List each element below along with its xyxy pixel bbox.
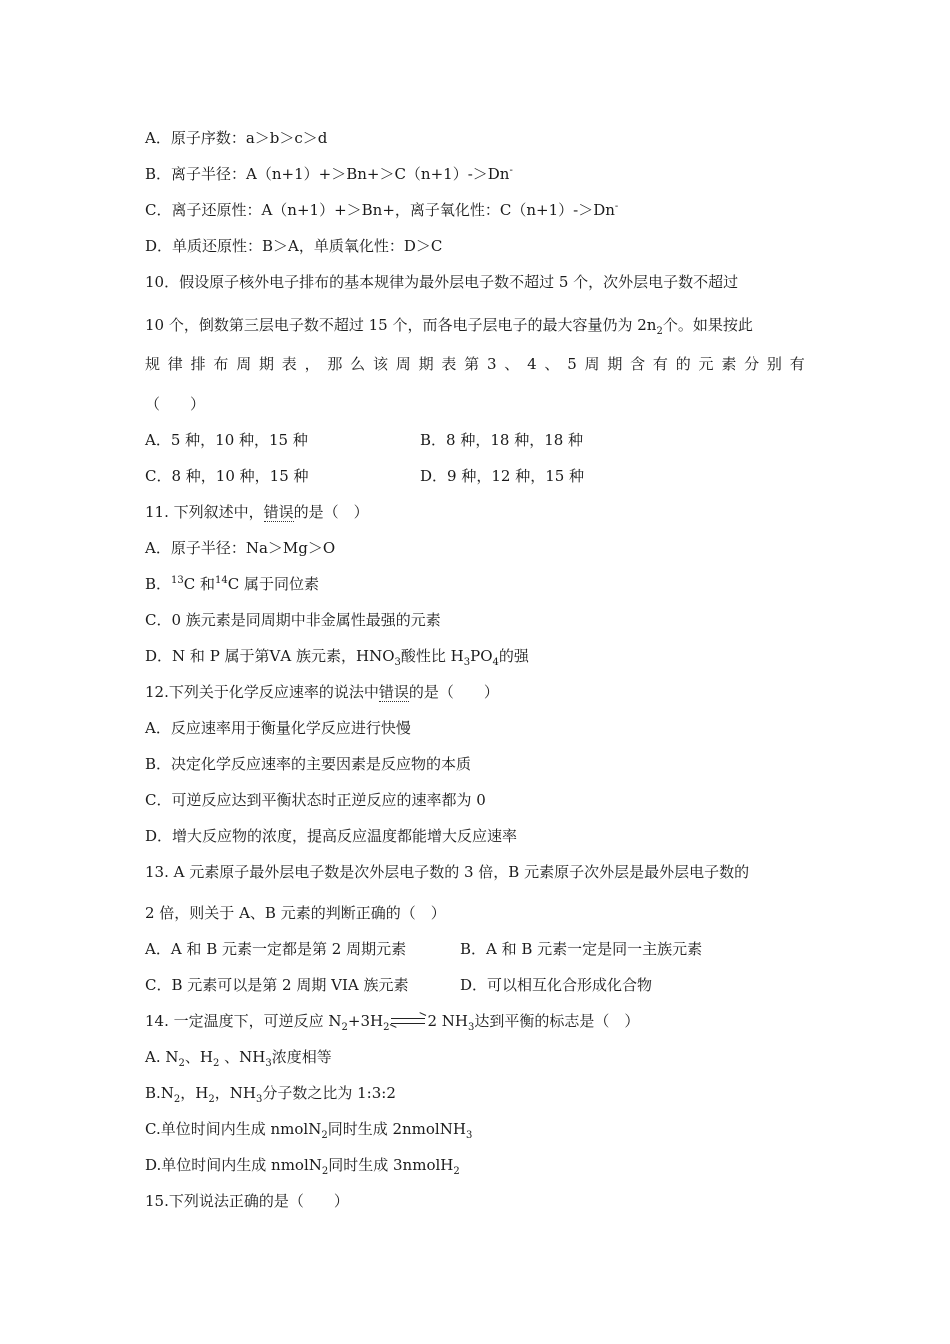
q10-line3-word: 元 [698,355,714,373]
q11-option-a: A．原子半径：Na＞Mg＞O [145,539,336,557]
q10-line3-word: 含 [630,355,646,373]
q14-stem: 14. 一定温度下，可逆反应 $N_2+3H_2$ 2 $NH_3$达到平衡的标志是（ ） [145,1012,640,1033]
q10-line3-word: 期 [258,355,274,373]
q12-stem: 12.下列关于化学反应速率的说法中错误的是（ ） [145,683,499,701]
q14-option-d: D.单位时间内生成 nmolN$_2$同时生成 3nmolH$_2$ [145,1156,460,1177]
q10-line3-word: 表 [441,355,457,373]
q10-line3-word: 布 [213,355,229,373]
q12-option-d: D．增大反应物的浓度，提高反应温度都能增大反应速率 [145,827,518,845]
q10-stem-line2: 10 个，倒数第三层电子数不超过 15 个，而各电子层电子的最大容量仍为 $2n_2$个。如果按此 [145,316,753,337]
q10-line3-word: 该 [372,355,388,373]
q10-line3-word: 有 [652,355,668,373]
q9-option-c: C．离子还原性：A（n+1）+＞Bn+，离子氧化性：C（n+1）-＞Dn- [145,201,619,219]
q12-option-c: C．可逆反应达到平衡状态时正逆反应的速率都为 0 [145,791,486,809]
q10-line3-word: 5 [567,355,577,373]
q10-stem-line3 [145,354,805,374]
q10-line3-word: 周 [395,355,411,373]
q10-line3-word: ， [304,355,320,373]
q10-option-a: A．5 种，10 种，15 种 [145,431,308,449]
q10-stem-line1: 10．假设原子核外电子排布的基本规律为最外层电子数不超过 5 个，次外层电子数不超过 [145,273,739,291]
q10-option-d: D．9 种，12 种，15 种 [420,467,585,485]
q10-line3-word: 规 [145,355,161,373]
q10-line3-word: 分 [744,355,760,373]
q13-stem-line1: 13. A 元素原子最外层电子数是次外层电子数的 3 倍，B 元素原子次外层是最外层电子数的 [145,863,750,881]
q10-option-c: C．8 种，10 种，15 种 [145,467,309,485]
q10-line3-word: 么 [350,355,366,373]
q13-option-a: A．A 和 B 元素一定都是第 2 周期元素 [145,940,407,958]
q10-line3-word: 、 [544,355,560,373]
q13-option-b: B．A 和 B 元素一定是同一主族元素 [460,940,703,958]
q10-line3-word: 第 [464,355,480,373]
q9-option-d: D．单质还原性：B＞A，单质氧化性：D＞C [145,237,443,255]
q10-line3-word: 有 [789,355,805,373]
q10-line3-word: 律 [167,355,183,373]
q14-option-b: $B.N_2$，$H_2$，$NH_3$分子数之比为 1:3:2 [145,1084,396,1105]
q12-option-a: A．反应速率用于衡量化学反应进行快慢 [145,719,411,737]
q13-option-d: D．可以相互化合形成化合物 [460,976,653,994]
q12-option-b: B．决定化学反应速率的主要因素是反应物的本质 [145,755,472,773]
q10-line3-word: 素 [721,355,737,373]
q9-option-b: B．离子半径：A（n+1）+＞Bn+＞C（n+1）-＞Dn- [145,165,513,183]
q10-line3-word: 3 [486,355,497,373]
q11-option-b: B．$^{13}$C 和$^{14}$C 属于同位素 [145,575,319,593]
q10-line3-word: 表 [281,355,297,373]
q9-option-a: A．原子序数：a＞b＞c＞d [145,129,328,147]
q10-line3-word: 排 [190,355,206,373]
q10-line3-word: 的 [675,355,691,373]
q11-option-c: C．0 族元素是同周期中非金属性最强的元素 [145,611,441,629]
q14-option-a: A. $N_2$、$H_2$ 、$NH_3$浓度相等 [145,1048,332,1069]
q10-line3-word: 周 [236,355,252,373]
reversible-arrow-icon [389,1016,427,1028]
q10-line3-word: 期 [418,355,434,373]
q13-option-c: C．B 元素可以是第 2 周期 VIA 族元素 [145,976,409,994]
q10-line3-word: 期 [607,355,623,373]
q10-answer-blank: （ ） [145,395,206,413]
q11-option-d: D．N 和 P 属于第ⅤA 族元素，$HNO_3$酸性比 $H_3PO_4$的强 [145,647,529,668]
q10-line3-word: 那 [327,355,343,373]
q10-line3-word: 别 [766,355,782,373]
q13-stem-line2: 2 倍，则关于 A、B 元素的判断正确的（ ） [145,904,446,922]
q11-stem: 11. 下列叙述中，错误的是（ ） [145,503,369,521]
q10-option-b: B．8 种，18 种，18 种 [420,431,584,449]
q15-stem: 15.下列说法正确的是（ ） [145,1192,349,1210]
q10-line3-word: 、 [504,355,520,373]
q10-line3-word: 4 [527,355,537,373]
q10-line3-word: 周 [584,355,600,373]
q14-option-c: C.单位时间内生成 nmolN$_2$同时生成 2nmolNH$_3$ [145,1120,473,1141]
